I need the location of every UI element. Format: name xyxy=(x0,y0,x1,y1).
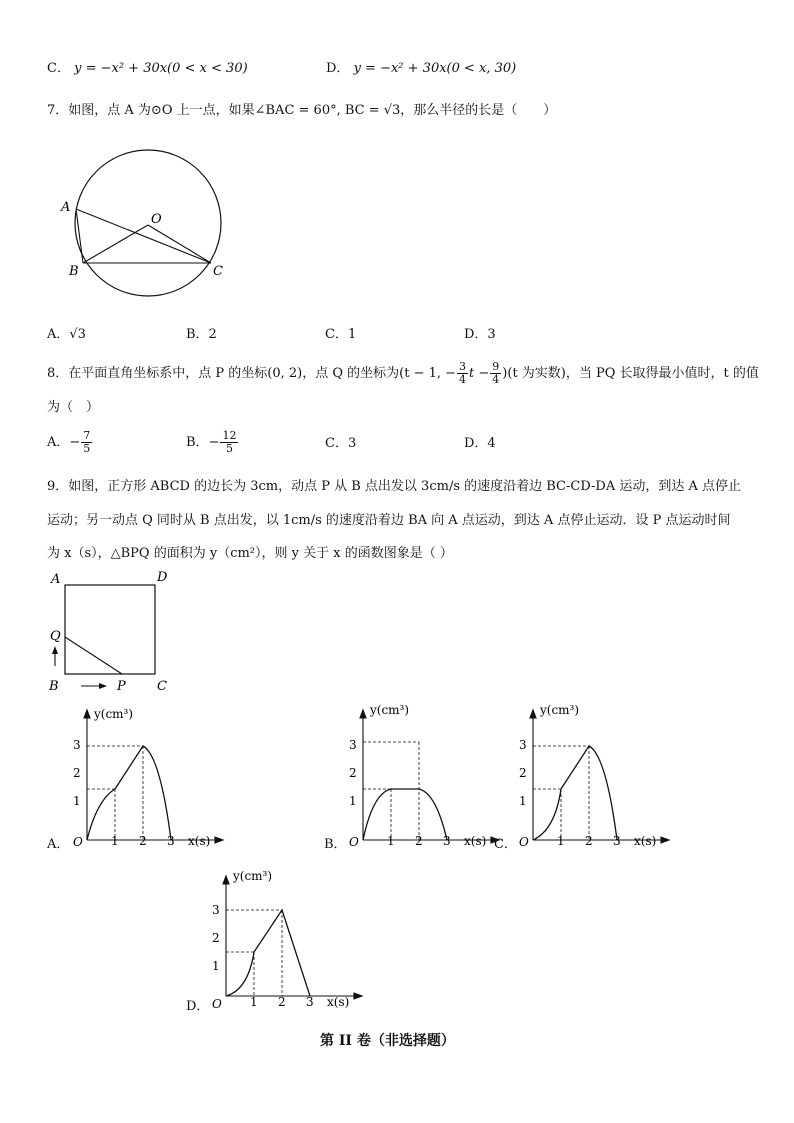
segment-ob xyxy=(83,225,148,263)
xtick-1: 1 xyxy=(557,834,565,848)
label-a: A xyxy=(61,200,71,215)
graph-b-option-label[interactable]: B． xyxy=(324,837,347,852)
xtick-1: 1 xyxy=(250,995,258,1009)
xtick-2: 2 xyxy=(139,834,147,848)
ytick-3: 3 xyxy=(519,738,527,752)
segment-oc xyxy=(148,225,211,263)
graph-c-option-label[interactable]: C． xyxy=(494,837,517,852)
label-c: C xyxy=(157,679,167,694)
ytick-1: 1 xyxy=(212,959,220,973)
ytick-1: 1 xyxy=(73,794,81,808)
q8-frac-9-4: $\frac{9}{4}$ xyxy=(492,360,500,386)
ytick-1: 1 xyxy=(519,794,527,808)
origin-label: O xyxy=(212,997,222,1011)
graph-c xyxy=(503,700,673,855)
ytick-2: 2 xyxy=(212,931,220,945)
graph-a xyxy=(57,700,227,855)
q8-stem-line2: 为（ ） xyxy=(47,400,100,415)
label-o: O xyxy=(151,212,162,227)
xtick-1: 1 xyxy=(111,834,119,848)
xtick-3: 3 xyxy=(306,995,314,1009)
graph-b xyxy=(333,700,503,855)
xtick-2: 2 xyxy=(415,834,423,848)
x-axis-label: x(s) xyxy=(634,834,657,848)
q7-circle-figure xyxy=(55,145,245,315)
segment-ab xyxy=(76,209,83,263)
xtick-2: 2 xyxy=(278,995,286,1009)
q8-option-c: C．3 xyxy=(325,436,357,451)
q9-stem-line2: 运动；另一动点 Q 同时从 B 点出发，以 1cm/s 的速度沿着边 BA 向 A 点运动，到达 A 点停止运动．设 P 点运动时间 xyxy=(47,513,731,528)
y-axis-label: y(cm³) xyxy=(94,707,134,721)
q9-square-figure xyxy=(45,566,180,696)
q6-option-c: C． y = −x² + 30x(0 < x < 30) xyxy=(47,61,248,76)
q8-option-a: A．− $\frac{7}{5}$ xyxy=(47,429,91,455)
label-b: B xyxy=(49,679,59,694)
q9-stem-line3: 为 x（s），△BPQ 的面积为 y（cm²），则 y 关于 x 的函数图象是（ ） xyxy=(47,546,453,561)
q7-option-d: D．3 xyxy=(464,327,496,342)
origin-label: O xyxy=(349,835,359,849)
xtick-3: 3 xyxy=(443,834,451,848)
x-axis-label: x(s) xyxy=(188,834,211,848)
label-p: P xyxy=(117,679,126,694)
xtick-3: 3 xyxy=(167,834,175,848)
y-axis-label: y(cm³) xyxy=(370,703,410,717)
graph-d xyxy=(196,866,366,1021)
q8-option-b: B．− $\frac{12}{5}$ xyxy=(186,429,237,455)
label-b: B xyxy=(69,264,79,279)
label-q: Q xyxy=(50,629,61,644)
label-d: D xyxy=(157,570,168,585)
ytick-2: 2 xyxy=(349,766,357,780)
origin-label: O xyxy=(73,835,83,849)
q8-stem: 8．在平面直角坐标系中，点 P 的坐标(0, 2)，点 Q 的坐标为(t − 1, − $\frac{3}{4}$ t − $\frac{9}{4}$ )(t 为实数)，当 PQ 长取得最小值时，t 的值 xyxy=(47,360,759,386)
ytick-3: 3 xyxy=(349,738,357,752)
origin-label: O xyxy=(519,835,529,849)
section-title: 第 II 卷（非选择题） xyxy=(320,1033,455,1049)
q8-frac-3-4: $\frac{3}{4}$ xyxy=(459,360,467,386)
q7-option-a: A．√3 xyxy=(47,327,86,342)
label-a: A xyxy=(51,572,61,587)
y-axis-label: y(cm³) xyxy=(233,869,273,883)
x-axis-label: x(s) xyxy=(327,995,350,1009)
q6-option-d: D． y = −x² + 30x(0 < x, 30) xyxy=(326,61,517,76)
ytick-3: 3 xyxy=(73,738,81,752)
y-axis-label: y(cm³) xyxy=(540,703,580,717)
circle-o xyxy=(75,150,221,296)
arrow-up-head xyxy=(52,646,58,654)
ytick-3: 3 xyxy=(212,903,220,917)
xtick-3: 3 xyxy=(613,834,621,848)
square-abcd xyxy=(65,585,155,674)
xtick-2: 2 xyxy=(585,834,593,848)
arrow-right-head xyxy=(99,683,107,689)
q7-option-c: C．1 xyxy=(325,327,357,342)
xtick-1: 1 xyxy=(387,834,395,848)
label-c: C xyxy=(213,264,223,279)
ytick-2: 2 xyxy=(73,766,81,780)
ytick-1: 1 xyxy=(349,794,357,808)
q9-stem-line1: 9．如图，正方形 ABCD 的边长为 3cm，动点 P 从 B 点出发以 3cm/s 的速度沿着边 BC-CD-DA 运动，到达 A 点停止 xyxy=(47,479,741,494)
ytick-2: 2 xyxy=(519,766,527,780)
q8-option-d: D．4 xyxy=(464,436,496,451)
graph-d-option-label[interactable]: D． xyxy=(186,999,210,1014)
q7-stem: 7．如图，点 A 为⊙O 上一点，如果∠BAC = 60°, BC = √3，那么半径的长是（ ） xyxy=(47,103,557,118)
segment-qp xyxy=(65,637,122,674)
graph-a-option-label[interactable]: A． xyxy=(47,837,70,852)
x-axis-label: x(s) xyxy=(464,834,487,848)
q7-option-b: B．2 xyxy=(186,327,217,342)
